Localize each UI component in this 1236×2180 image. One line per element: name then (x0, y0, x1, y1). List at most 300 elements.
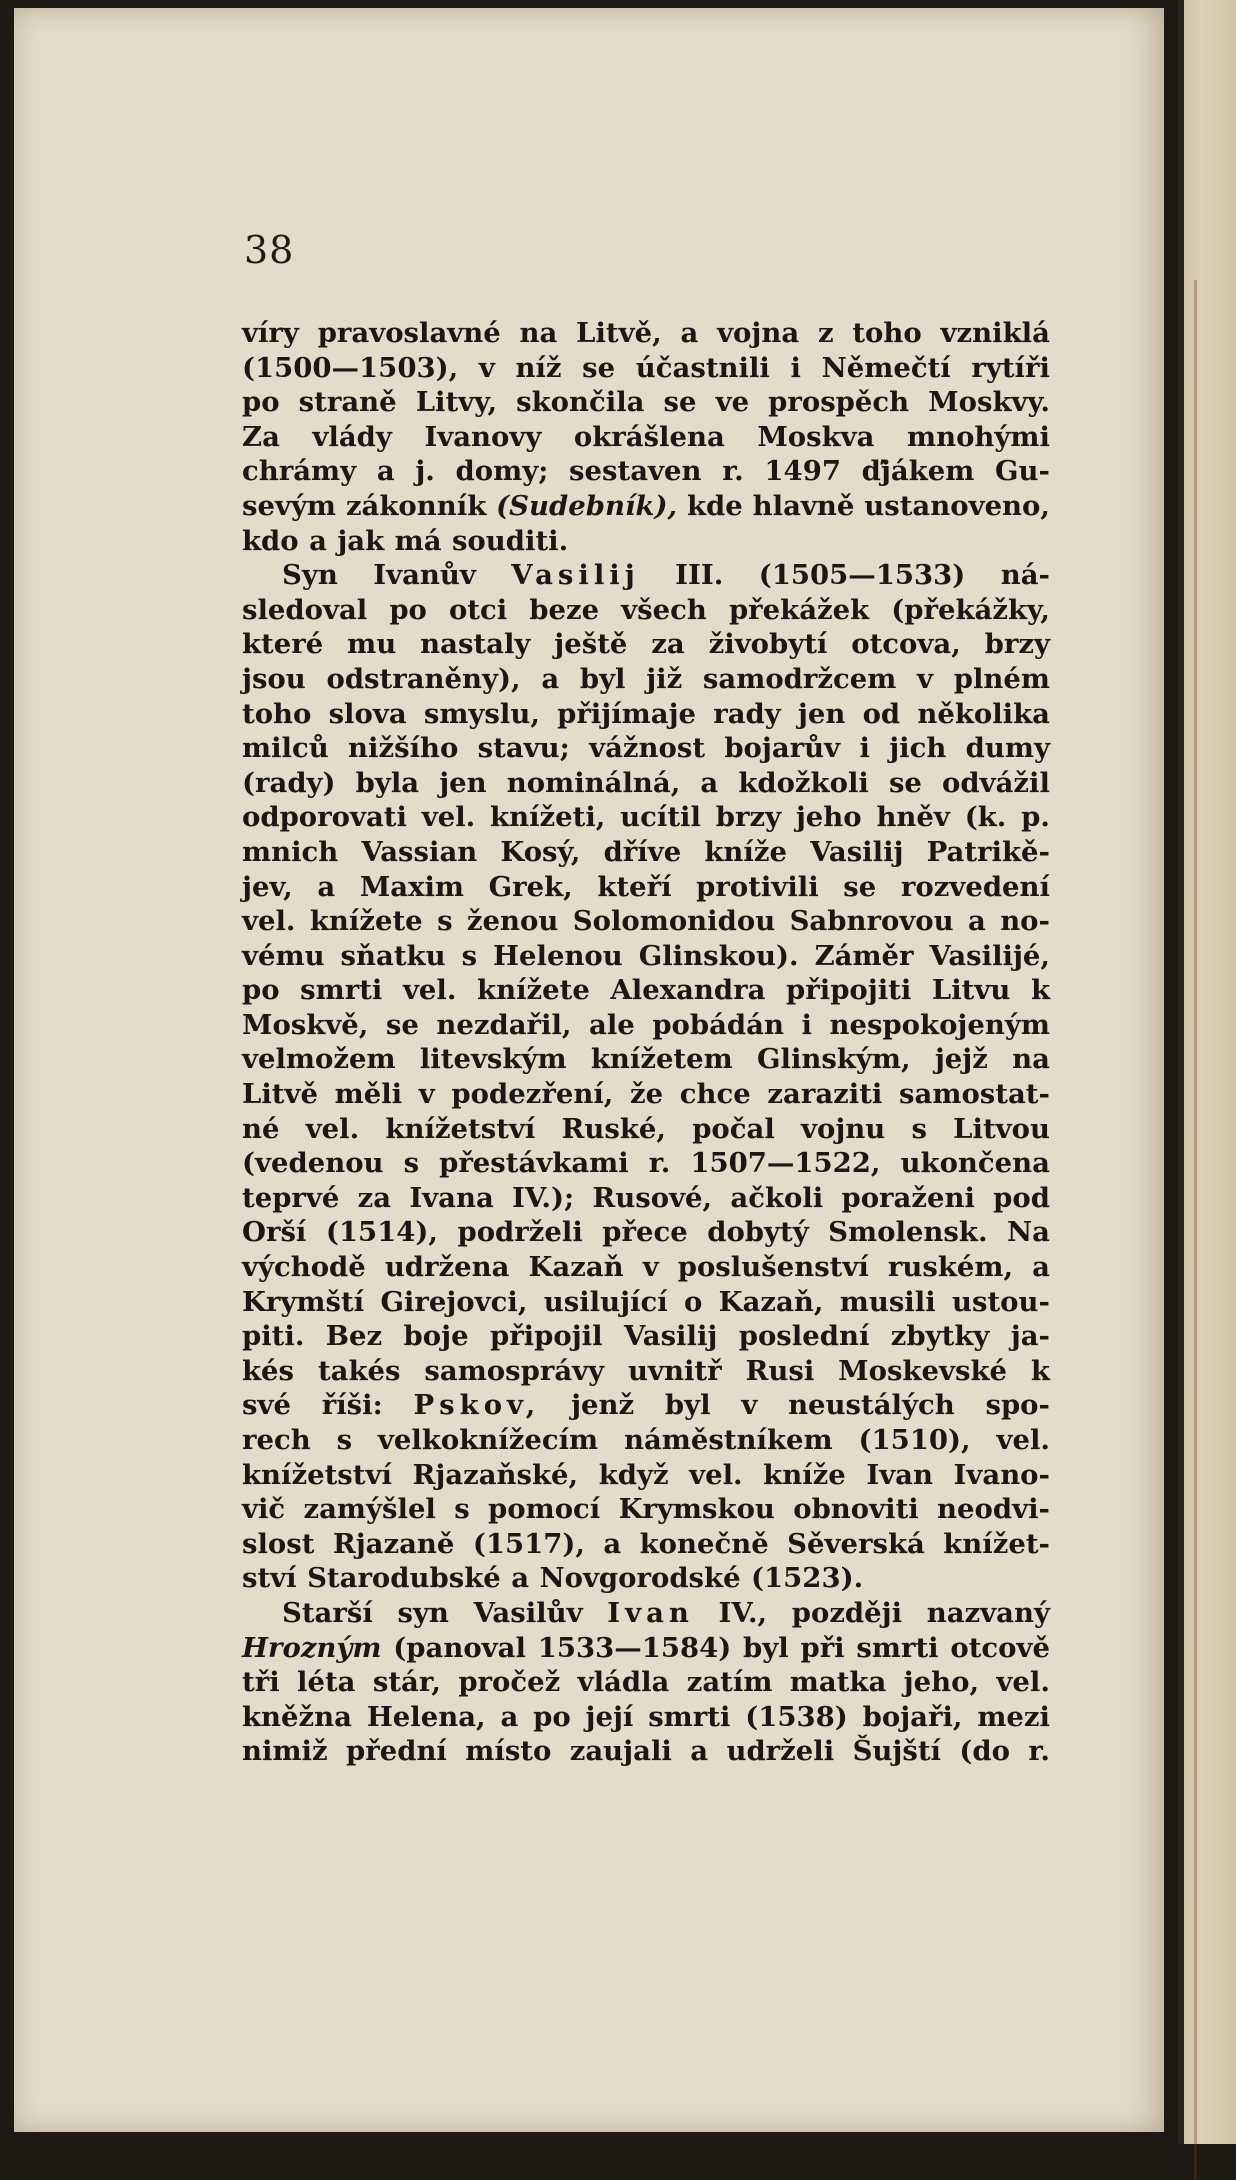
word: stavu; (477, 732, 570, 765)
word: vážnost (589, 732, 706, 765)
word: později (791, 1596, 903, 1629)
word: boje (403, 1320, 469, 1353)
word: bojaři, (862, 1700, 963, 1733)
word: k (1030, 1354, 1050, 1387)
word: ženou (466, 905, 559, 938)
word: jenž (571, 1389, 635, 1422)
word: své (242, 1389, 291, 1422)
word: (panoval (393, 1631, 526, 1664)
word: se (888, 766, 922, 799)
word: za (357, 1181, 392, 1214)
word: vládla (577, 1666, 670, 1699)
word: ustou- (951, 1285, 1050, 1318)
word: samosprávy (424, 1354, 605, 1387)
word: na (1012, 1043, 1050, 1076)
word: po (242, 974, 280, 1007)
word: od (862, 697, 901, 730)
word: a (317, 870, 336, 903)
text-line (242, 627, 1050, 662)
text-line (242, 1250, 1050, 1285)
word: živobytí (708, 628, 828, 661)
adjacent-page-edge (1178, 0, 1236, 2144)
word: s (454, 1493, 470, 1526)
word: smyslu, (423, 697, 540, 730)
word: kdožkoli (738, 766, 869, 799)
word: Starodubské (307, 1562, 501, 1595)
word: v (917, 662, 934, 695)
word: teprvé (242, 1181, 340, 1214)
word: na (519, 317, 558, 349)
word: jak (337, 524, 385, 557)
text-line (242, 731, 1050, 766)
word: (Sudebník), (496, 489, 678, 522)
word: z (817, 317, 834, 349)
word: jeho, (903, 1666, 980, 1699)
text-line (242, 593, 1050, 628)
word: a (1032, 1251, 1050, 1284)
word: rech (242, 1424, 311, 1456)
word: říši: (321, 1389, 383, 1422)
word: s (403, 1147, 420, 1180)
word: vzniklá (940, 317, 1050, 349)
text-line (242, 1285, 1050, 1320)
word: velmožem (242, 1043, 396, 1076)
word: Sěverská (787, 1527, 925, 1560)
word: a (511, 1562, 530, 1595)
word: k (1030, 974, 1050, 1007)
word: při (800, 1631, 845, 1664)
word: poraženi (841, 1181, 975, 1214)
text-line (242, 524, 1050, 559)
word: brzy (984, 628, 1050, 661)
word: vel. (689, 1458, 743, 1491)
word: a (500, 1700, 519, 1733)
word: s (461, 939, 478, 972)
word: velkoknížecím (377, 1424, 599, 1456)
word: otci (448, 593, 508, 626)
word: (1510), (858, 1424, 971, 1456)
word: a (309, 524, 327, 557)
word: vlády (312, 420, 392, 453)
word: rozvedení (900, 870, 1050, 903)
word: kés (242, 1354, 295, 1387)
word: vič (242, 1493, 286, 1526)
word: Smolensk. (828, 1216, 988, 1249)
word: Němečtí (821, 351, 951, 384)
word: zbytky (890, 1320, 990, 1353)
word: jich (889, 732, 947, 765)
word: pravoslavné (317, 317, 501, 349)
word: a (967, 905, 986, 938)
word: nimiž (242, 1735, 328, 1768)
word: ačkoli (730, 1181, 824, 1214)
text-line (242, 385, 1050, 420)
word: Patrikě- (926, 835, 1050, 868)
word: konečně (639, 1527, 769, 1560)
word: III. (675, 559, 724, 592)
word: pročež (458, 1666, 561, 1699)
text-line (242, 1665, 1050, 1700)
word: Hrozným (242, 1631, 382, 1664)
word: (do (959, 1735, 1010, 1768)
word: již (646, 662, 683, 695)
word: straně (298, 386, 397, 419)
word: r. (722, 455, 744, 488)
word: vel. (996, 1666, 1050, 1699)
word: samodržcem (702, 662, 897, 695)
word: měli (334, 1078, 403, 1111)
word: po (389, 593, 427, 626)
word: odporovati (242, 801, 407, 834)
word: se (582, 351, 616, 384)
word: Orší (242, 1216, 307, 1249)
word: Glinským, (757, 1043, 911, 1076)
word: Rusové, (592, 1181, 713, 1214)
word: prospěch (768, 386, 910, 419)
word: toho (852, 317, 922, 349)
word: chce (679, 1078, 751, 1111)
word: Vasilij (623, 1320, 718, 1353)
word: přestávkami (439, 1147, 629, 1180)
text-line (242, 835, 1050, 870)
word: s (336, 1424, 353, 1456)
word: zaraziti (767, 1078, 883, 1111)
word: Ivan (607, 1596, 694, 1629)
page-number: 38 (244, 228, 295, 272)
word: kníže (704, 835, 787, 868)
word: smrti (648, 1700, 731, 1733)
word: Gu- (995, 455, 1050, 488)
word: vel. (996, 1424, 1050, 1456)
text-line (242, 662, 1050, 697)
word: Bez (325, 1320, 383, 1353)
word: uvnitř (628, 1354, 722, 1387)
word: náměstníkem (623, 1424, 833, 1456)
word: (1514), (325, 1216, 438, 1249)
word: jsou (242, 662, 306, 695)
body-text (242, 316, 1050, 1769)
word: (k. (964, 801, 1007, 834)
word: východě (242, 1251, 366, 1284)
word: Kazaň (528, 1251, 624, 1284)
word: 1533—1584) (537, 1631, 732, 1664)
word: Na (1007, 1216, 1050, 1249)
word: Syn (282, 559, 338, 592)
word: skončila (516, 386, 645, 419)
word: Vasilův (473, 1596, 583, 1629)
word: Grek, (488, 870, 573, 903)
word: vel. (402, 974, 457, 1007)
word: pobádán (652, 1008, 784, 1041)
word: Ivanovy (424, 420, 542, 453)
word: nastaly (420, 628, 531, 661)
word: místo (465, 1735, 552, 1768)
word: pod (993, 1181, 1050, 1214)
word: nazvaný (926, 1596, 1050, 1629)
word: se (663, 386, 697, 419)
word: níž (515, 351, 562, 384)
text-line (242, 454, 1050, 489)
word: a (376, 455, 395, 488)
text-line (242, 420, 1050, 455)
word: Maxim (359, 870, 465, 903)
word: Moskevské (838, 1354, 1007, 1387)
word: a (603, 1527, 622, 1560)
word: usilující (543, 1285, 668, 1318)
text-line (242, 1423, 1050, 1458)
word: sestaven (569, 455, 702, 488)
word: Litvu (931, 974, 1011, 1007)
word: mezi (977, 1700, 1050, 1733)
word: poslední (738, 1320, 870, 1353)
word: dobytý (707, 1216, 809, 1249)
word: ale (589, 1008, 635, 1041)
word: v (741, 1389, 758, 1422)
word: r. (648, 1147, 671, 1180)
word: protivili (696, 870, 819, 903)
word: knížete (309, 905, 423, 938)
word: (překážky, (891, 593, 1050, 626)
word: Vasilij (810, 835, 904, 868)
word: Litvě, (576, 317, 662, 349)
word: a (690, 1735, 709, 1768)
word: i (801, 1008, 812, 1041)
word: a (700, 766, 719, 799)
book-page (14, 8, 1164, 2132)
word: které (242, 628, 324, 661)
word: připojiti (786, 974, 912, 1007)
word: jen (439, 766, 487, 799)
word: přece (602, 1216, 688, 1249)
word: sevým (242, 489, 337, 522)
word: stár, (372, 1666, 441, 1699)
word: překážek (728, 593, 870, 626)
word: beze (529, 593, 600, 626)
word: víry (242, 317, 299, 349)
word: (rady) (242, 766, 336, 799)
word: podrželi (457, 1216, 583, 1249)
word: odstraněny), (326, 662, 521, 695)
word: přední (346, 1735, 447, 1768)
word: Ruské, (561, 1112, 666, 1145)
word: léta (297, 1666, 356, 1699)
word: (1538) (745, 1700, 848, 1733)
text-line (242, 1734, 1050, 1769)
word: Kosý, (500, 835, 581, 868)
word: i (790, 351, 801, 384)
word: (vedenou (242, 1147, 384, 1180)
word: brzy (715, 801, 782, 834)
text-line (242, 870, 1050, 905)
word: p. (1021, 801, 1050, 834)
text-line (242, 766, 1050, 801)
text-line (242, 1631, 1050, 1666)
word: že (630, 1078, 664, 1111)
text-line (242, 973, 1050, 1008)
word: knížetem (590, 1043, 733, 1076)
word: j. (415, 455, 435, 488)
word: připojil (489, 1320, 603, 1353)
word: kdo (242, 524, 299, 557)
text-line (242, 1181, 1050, 1216)
word: Rjazaně (332, 1527, 455, 1560)
word: Ivano- (953, 1458, 1050, 1491)
word: otcova, (851, 628, 961, 661)
word: nespokojeným (829, 1008, 1050, 1041)
word: nominálná, (506, 766, 681, 799)
word: samostat- (899, 1078, 1050, 1111)
word: mnohými (906, 420, 1050, 453)
word: zaujali (569, 1735, 672, 1768)
word: Solomonidou (572, 905, 776, 938)
word: Moskvy. (928, 386, 1050, 419)
word: vojna (717, 317, 800, 349)
word: sledoval (242, 593, 368, 626)
word: ještě (554, 628, 628, 661)
word: tři (242, 1666, 280, 1699)
word: Sabnrovou (789, 905, 954, 938)
word: knížeti, (490, 801, 606, 834)
text-line (242, 1215, 1050, 1250)
text-line (242, 489, 1050, 524)
word: neustálých (788, 1389, 955, 1422)
word: dumy (965, 732, 1050, 765)
text-line (242, 1042, 1050, 1077)
word: knížetství (242, 1458, 392, 1491)
word: má (394, 524, 442, 557)
word: souditi. (451, 524, 569, 557)
word: udržena (384, 1251, 510, 1284)
page-margin-mark (1194, 280, 1197, 2180)
word: o (684, 1285, 703, 1318)
word: Rusi (745, 1354, 815, 1387)
word: Moskva (757, 420, 875, 453)
word: Pskov, (413, 1389, 541, 1422)
word: jejž (934, 1043, 988, 1076)
text-line (242, 1388, 1050, 1423)
word: ďjákem (861, 455, 975, 488)
word: Vasilij (511, 559, 640, 592)
word: Helenou (493, 939, 623, 972)
word: ustanoveno, (864, 489, 1050, 522)
word: chrámy (242, 455, 357, 488)
word: po (242, 386, 280, 419)
word: nezdařil, (436, 1008, 572, 1041)
word: toho (242, 697, 312, 730)
word: Ivanův (373, 559, 476, 592)
word: Alexandra (610, 974, 766, 1007)
word: Novgorodské (539, 1562, 741, 1595)
word: vel. (305, 1112, 360, 1145)
text-line (242, 904, 1050, 939)
word: no- (1000, 905, 1050, 938)
word: byl (743, 1631, 789, 1664)
word: Záměr (814, 939, 914, 972)
word: Glinskou). (638, 939, 799, 972)
word: né (242, 1112, 280, 1145)
word: milců (242, 732, 329, 765)
word: zákonník (345, 489, 487, 522)
word: spo- (985, 1389, 1050, 1422)
word: všech (621, 593, 707, 626)
word: její (585, 1700, 634, 1733)
word: (1517), (472, 1527, 585, 1560)
word: knížetství (385, 1112, 536, 1145)
word: 1497 (764, 455, 841, 488)
word: rady (713, 697, 781, 730)
text-line (242, 1700, 1050, 1735)
text-line (242, 1492, 1050, 1527)
word: r. (1028, 1735, 1050, 1768)
word: jev, (242, 870, 293, 903)
text-line (242, 1596, 1050, 1631)
word: vojnu (801, 1112, 886, 1145)
word: byla (355, 766, 420, 799)
word: vému (242, 939, 325, 972)
word: obnoviti (793, 1493, 919, 1526)
word: takés (317, 1354, 401, 1387)
word: za (651, 628, 685, 661)
word: sňatku (340, 939, 446, 972)
text-line (242, 316, 1050, 351)
text-line (242, 1008, 1050, 1043)
word: i (859, 732, 870, 765)
word: mu (347, 628, 397, 661)
word: se (843, 870, 877, 903)
word: hněv (876, 801, 950, 834)
word: Kazaň, (718, 1285, 824, 1318)
word: ruském, (887, 1251, 1014, 1284)
text-line (242, 1319, 1050, 1354)
word: nižšího (348, 732, 459, 765)
word: Krymští (242, 1285, 365, 1318)
text-line (242, 1561, 1050, 1596)
word: Ivan (866, 1458, 933, 1491)
word: počal (692, 1112, 775, 1145)
word: slova (328, 697, 407, 730)
word: IV., (718, 1596, 768, 1629)
word: smrti (300, 974, 383, 1007)
text-line (242, 800, 1050, 835)
word: Krymskou (618, 1493, 775, 1526)
word: IV.); (512, 1181, 575, 1214)
word: zamýšlel (303, 1493, 436, 1526)
word: Moskvě, (242, 1008, 369, 1041)
text-line (242, 1527, 1050, 1562)
word: ství (242, 1562, 297, 1595)
word: knížet- (943, 1527, 1050, 1560)
word: Litvou (953, 1112, 1050, 1145)
word: Litvě (242, 1078, 318, 1111)
word: po (533, 1700, 571, 1733)
word: pomocí (488, 1493, 601, 1526)
word: s (911, 1112, 927, 1145)
word: Starší (282, 1596, 373, 1629)
word: zatím (686, 1666, 773, 1699)
word: Šujští (852, 1735, 941, 1768)
text-line (242, 1458, 1050, 1493)
word: (1505—1533) (758, 559, 966, 592)
word: ve (715, 386, 750, 419)
word: poslušenství (677, 1251, 869, 1284)
word: slost (242, 1527, 315, 1560)
word: piti. (242, 1320, 305, 1353)
word: bojarův (724, 732, 841, 765)
word: Helena, (366, 1700, 486, 1733)
page-gutter (1178, 0, 1184, 2144)
word: 1507—1522, (690, 1147, 881, 1180)
word: byl (579, 662, 626, 695)
